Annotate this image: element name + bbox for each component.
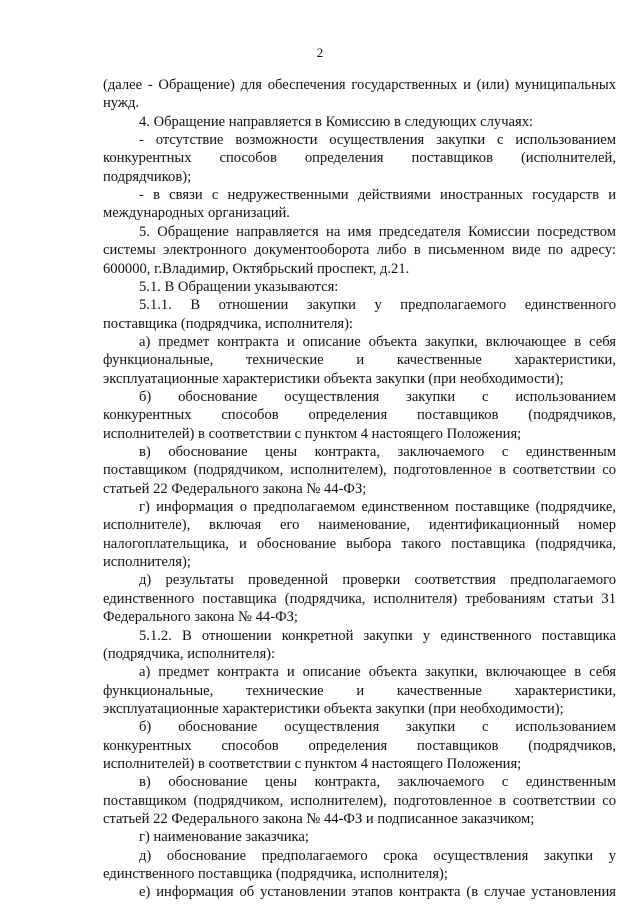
text-line: конкурентных способов определения поставщиков (подрядчиков, [103,407,616,424]
text-line: б) обоснование осуществления закупки с использованием [139,719,616,736]
text-line: 600000, г.Владимир, Октябрьский проспект, д.21. [103,260,410,277]
text-line: а) предмет контракта и описание объекта закупки, включающее в себя [139,333,616,350]
text-line: функциональные, технические и качественные характеристики, [103,352,616,369]
text-line: эксплуатационные характеристики объекта закупки (при необходимости); [103,700,564,717]
text-line: (подрядчика, исполнителя): [103,645,276,662]
text-line: международных организаций. [103,205,290,222]
text-line: конкурентных способов определения поставщиков (подрядчиков, [103,737,616,754]
text-line: конкурентных способов определения поставщиков (исполнителей, [103,150,616,167]
text-line: 5.1.1. В отношении закупки у предполагаемого единственного [139,297,616,314]
text-line: 5. Обращение направляется на имя председателя Комиссии посредством [139,223,616,240]
text-line: г) информация о предполагаемом единственном поставщике (подрядчике, [139,499,616,516]
text-line: г) наименование заказчика; [139,829,309,846]
text-line: исполнителя); [103,554,191,571]
text-line: е) информация об установлении этапов контракта (в случае установления [139,884,616,901]
text-line: - отсутствие возможности осуществления закупки с использованием [139,132,616,149]
text-line: исполнителе), включая его наименование, идентификационный номер [103,517,616,534]
page-number: 2 [316,45,324,60]
text-line: статьей 22 Федерального закона № 44-ФЗ и подписанное заказчиком; [103,811,535,827]
text-line: исполнителей) в соответствии с пунктом 4 настоящего Положения; [103,755,522,772]
text-line: Федерального закона № 44-ФЗ; [103,609,298,626]
text-line: единственного поставщика (подрядчика, исполнителя) требованиям статьи 31 [103,590,616,607]
text-line: - в связи с недружественными действиями иностранных государств и [139,187,616,204]
text-line: а) предмет контракта и описание объекта закупки, включающее в себя [139,664,616,681]
text-line: б) обоснование осуществления закупки с использованием [139,388,616,405]
text-line: налогоплательщика, и обоснование выбора такого поставщика (подрядчика, [103,535,616,552]
text-line: д) обоснование предполагаемого срока осуществления закупки у [139,847,616,864]
text-line: (далее - Обращение) для обеспечения государственных и (или) муниципальных [103,77,616,93]
text-line: подрядчиков); [103,168,192,185]
text-line: 4. Обращение направляется в Комиссию в следующих случаях: [139,113,534,130]
text-line: д) результаты проведенной проверки соответствия предполагаемого [139,572,616,589]
text-line: единственного поставщика (подрядчика, исполнителя); [103,866,448,883]
text-line: в) обоснование цены контракта, заключаемого с единственным [139,774,616,791]
text-line: 5.1. В Обращении указываются: [139,278,339,295]
text-line: поставщиком (подрядчиком, исполнителем), подготовленное в соответствии со [103,462,616,479]
text-line: функциональные, технические и качественные характеристики, [103,682,616,699]
text-line: эксплуатационные характеристики объекта закупки (при необходимости); [103,370,564,387]
text-line: статьей 22 Федерального закона № 44-ФЗ; [103,480,367,497]
text-line: системы электронного документооборота либо в письменном виде по адресу: [103,242,616,259]
text-line: в) обоснование цены контракта, заключаемого с единственным [139,444,616,460]
text-line: нужд. [103,95,140,112]
text-line: поставщика (подрядчика, исполнителя): [103,315,353,332]
text-line: поставщиком (подрядчиком, исполнителем), подготовленное в соответствии со [103,792,616,809]
text-line: 5.1.2. В отношении конкретной закупки у единственного поставщика [139,627,616,644]
text-line: исполнителей) в соответствии с пунктом 4 настоящего Положения; [103,425,522,442]
